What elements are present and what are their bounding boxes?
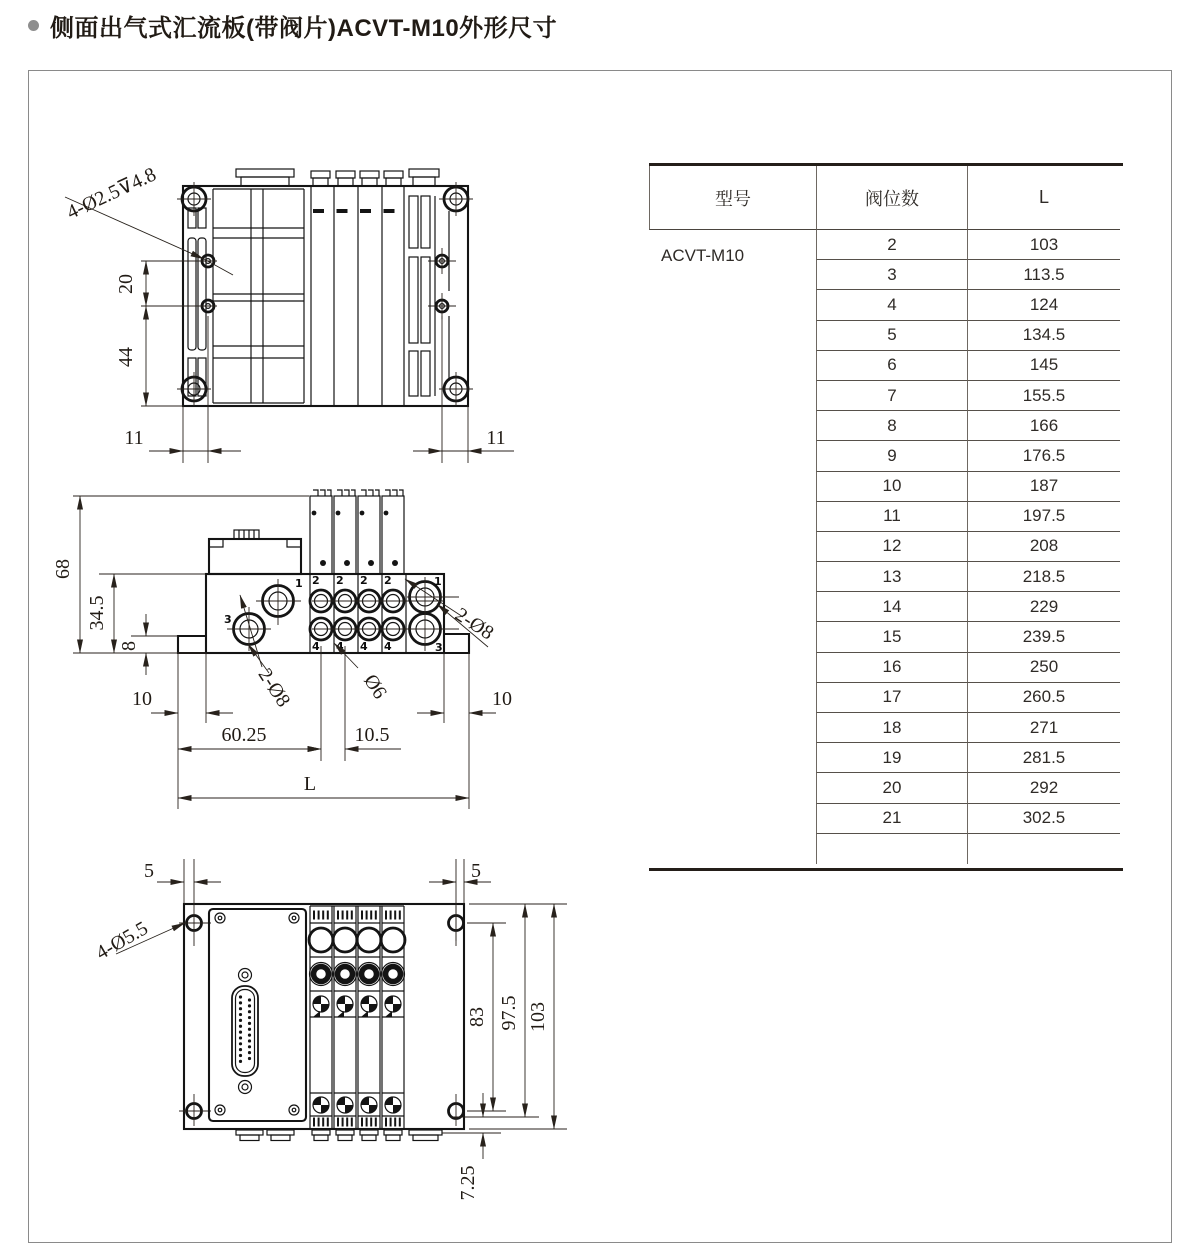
dim-10-5: 10.5 [354, 724, 390, 746]
svg-text:2: 2 [360, 574, 368, 587]
dim-11-left: 11 [124, 427, 144, 449]
length-cell: 218.5 [967, 562, 1120, 592]
bottom-valve-strips [309, 906, 405, 1129]
length-cell: 166 [967, 411, 1120, 441]
bottom-view [92, 859, 567, 1201]
hole-note-right: 2-Ø8 [451, 603, 498, 645]
valve-count-cell: 20 [816, 773, 967, 803]
length-cell: 187 [967, 472, 1120, 502]
top-view [63, 163, 514, 463]
table-header-length: L [967, 166, 1120, 230]
top-fittings [236, 169, 439, 186]
svg-text:4: 4 [384, 640, 392, 653]
db25-connector [232, 969, 258, 1094]
mount-hole-note: 4-Ø5.5 [92, 917, 152, 965]
valve-count-cell: 7 [816, 381, 967, 411]
valve-count-cell: 13 [816, 562, 967, 592]
front-valves [310, 490, 404, 574]
valve-count-cell: 19 [816, 743, 967, 773]
dim-5-left: 5 [144, 860, 154, 882]
length-cell: 103 [967, 230, 1120, 260]
valve-count-cell: 3 [816, 260, 967, 290]
table-header-model: 型号 [649, 166, 816, 230]
svg-text:1: 1 [434, 575, 442, 588]
svg-text:4: 4 [312, 640, 320, 653]
front-connector-housing [209, 530, 301, 574]
bottom-view-dimensions [92, 859, 567, 1201]
length-cell: 260.5 [967, 683, 1120, 713]
valve-count-cell: 18 [816, 713, 967, 743]
valve-count-cell: 4 [816, 290, 967, 320]
valve-count-cell: 6 [816, 351, 967, 381]
length-cell: 208 [967, 532, 1120, 562]
length-cell: 271 [967, 713, 1120, 743]
dim-8: 8 [118, 641, 140, 651]
hole-note-left: 2-Ø8 [253, 664, 295, 711]
dim-103: 103 [527, 1002, 549, 1032]
counterbore-note: 4-Ø2.5⊽4.8 [63, 163, 160, 224]
dim-10-left: 10 [132, 688, 152, 710]
bottom-fittings [236, 1130, 442, 1141]
svg-text:4: 4 [336, 640, 344, 653]
valve-count-cell: 9 [816, 441, 967, 471]
dim-5-right: 5 [471, 860, 481, 882]
valve-count-cell: 12 [816, 532, 967, 562]
dim-34-5: 34.5 [86, 595, 108, 631]
table-header-valve-count: 阀位数 [816, 166, 967, 230]
svg-text:2: 2 [312, 574, 320, 587]
top-view-left-detail [188, 189, 304, 403]
length-cell: 134.5 [967, 321, 1120, 351]
dim-44: 44 [115, 347, 137, 367]
empty-cell [967, 834, 1120, 864]
valve-count-cell: 17 [816, 683, 967, 713]
svg-text:2: 2 [336, 574, 344, 587]
top-view-valve-strips [311, 186, 404, 406]
svg-text:3: 3 [224, 613, 232, 626]
valve-count-cell: 10 [816, 472, 967, 502]
hole-note-mid: Ø6 [359, 670, 391, 703]
valve-count-cell: 15 [816, 622, 967, 652]
db25-cover-plate [209, 909, 306, 1121]
length-cell: 281.5 [967, 743, 1120, 773]
page-title: 侧面出气式汇流板(带阀片)ACVT-M10外形尺寸 [50, 15, 558, 42]
svg-text:3: 3 [435, 641, 443, 654]
valve-count-cell: 8 [816, 411, 967, 441]
svg-text:2: 2 [384, 574, 392, 587]
length-cell: 113.5 [967, 260, 1120, 290]
length-cell: 250 [967, 653, 1120, 683]
drawing-sheet [28, 70, 1172, 1243]
valve-count-cell: 21 [816, 804, 967, 834]
model-cell: ACVT-M10 [661, 246, 745, 265]
strip-screws [313, 996, 401, 1113]
valve-count-cell: 16 [816, 653, 967, 683]
valve-count-cell: 2 [816, 230, 967, 260]
length-cell: 239.5 [967, 622, 1120, 652]
bullet-icon [28, 20, 39, 31]
valve-count-cell: 14 [816, 592, 967, 622]
valve-count-cell: 5 [816, 321, 967, 351]
dim-97-5: 97.5 [498, 995, 520, 1031]
page-title-row [28, 8, 557, 43]
length-cell: 145 [967, 351, 1120, 381]
length-cell: 124 [967, 290, 1120, 320]
front-view [52, 490, 512, 809]
svg-text:4: 4 [360, 640, 368, 653]
dim-20: 20 [115, 274, 137, 294]
top-view-right-detail [409, 196, 449, 396]
svg-text:1: 1 [295, 577, 303, 590]
dim-83: 83 [466, 1007, 488, 1027]
dim-10-right: 10 [492, 688, 512, 710]
length-cell: 176.5 [967, 441, 1120, 471]
length-cell: 197.5 [967, 502, 1120, 532]
valve-count-cell: 11 [816, 502, 967, 532]
length-cell: 155.5 [967, 381, 1120, 411]
length-cell: 302.5 [967, 804, 1120, 834]
empty-cell [816, 834, 967, 864]
length-cell: 229 [967, 592, 1120, 622]
dim-68: 68 [52, 559, 74, 579]
dim-L: L [303, 773, 317, 795]
dim-11-right: 11 [486, 427, 506, 449]
dim-60-25: 60.25 [221, 724, 267, 746]
dim-7-25: 7.25 [457, 1165, 479, 1201]
length-cell: 292 [967, 773, 1120, 803]
dimension-table [649, 163, 1123, 871]
